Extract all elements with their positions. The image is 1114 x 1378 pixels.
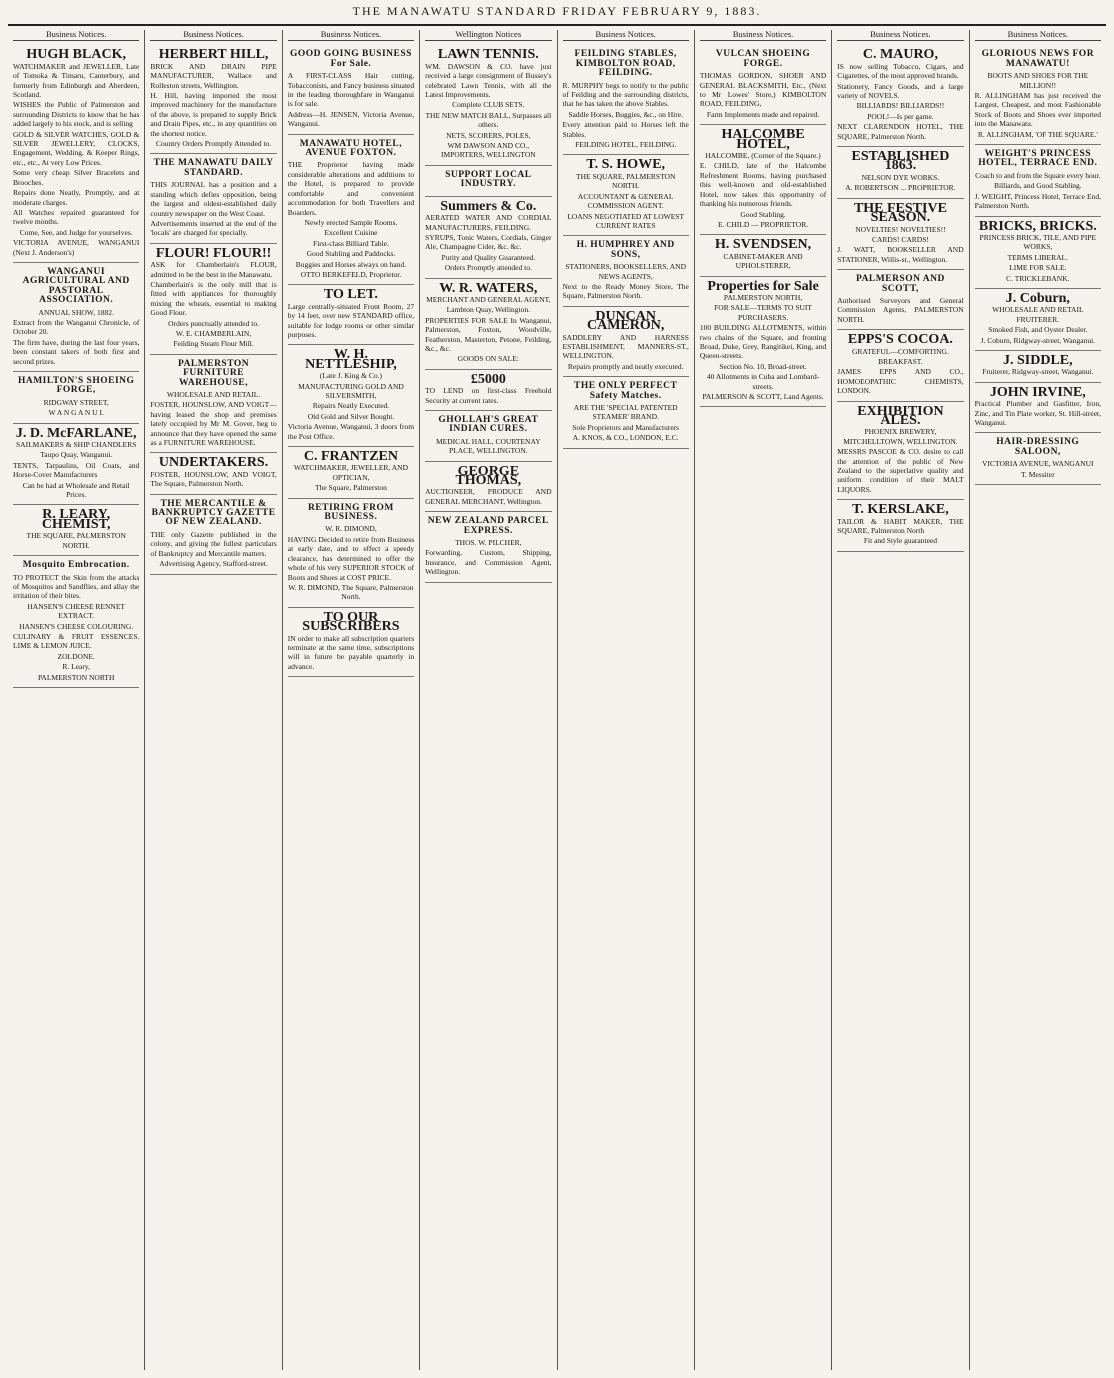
advertisement-title: C. MAURO,	[862, 47, 938, 63]
advertisement	[975, 383, 1101, 434]
advertisement-title: H. SVENDSEN,	[715, 237, 812, 253]
advertisement-title: H. HUMPHREY AND SONS,	[576, 240, 675, 260]
advertisement	[425, 197, 551, 279]
advertisement-line: WISHES the Public of Palmerston and surrounding Districts to know that he has added largely to his stock, and is selling	[13, 100, 140, 129]
advertisement-line: PALMERSON & SCOTT, Land Agents.	[702, 392, 824, 401]
advertisement	[563, 236, 689, 306]
advertisement	[13, 45, 139, 263]
advertisement-title: HERBERT HILL,	[158, 47, 269, 63]
advertisement-line: GOODS ON SALE:	[457, 354, 519, 364]
advertisement-line: Orders Promptly attended to.	[444, 263, 532, 273]
advertisement	[13, 372, 139, 424]
advertisement	[837, 402, 963, 501]
advertisement-title: FEILDING STABLES, KIMBOLTON ROAD, FEILDING.	[574, 49, 677, 79]
advertisement-line: POOL!—Is per game.	[867, 111, 934, 121]
advertisement-line: R. Leary,	[62, 662, 90, 672]
advertisement	[563, 45, 689, 155]
advertisement-title: TO OUR SUBSCRIBERS	[302, 609, 400, 635]
advertisement-title: R. LEARY, CHEMIST,	[41, 507, 111, 532]
advertisement-line: FOSTER, HOUNSLOW, AND VOIGT—having leased the shop and premises lately occupied by Mr M. Gover, beg to announce that they have opened the same as a FURNITURE WAREHOUSE.	[150, 400, 277, 448]
advertisement-line: Repairs Neatly Executed.	[312, 401, 390, 411]
advertisement-title: DUNCAN CAMERON,	[586, 308, 665, 334]
advertisement-line: H. Hill, having imported the most improved machinery for the manufacture of the above, is prepared to supply Brick and Drain Pipes, etc., in any quantities on the shortest notice.	[150, 91, 277, 138]
advertisement-line: Extract from the Wanganui Chronicle, of October 20.	[13, 317, 140, 337]
advertisement	[975, 433, 1101, 485]
advertisement-line: Stationery, Fancy Goods, and a large variety of NOVELS.	[837, 81, 964, 101]
advertisement-line: THOS. W. PILCHER,	[455, 538, 522, 548]
advertisement-line: W. E. CHAMBERLAIN,	[175, 328, 252, 338]
advertisement-line: Repairs promptly and neatly executed.	[567, 361, 684, 371]
advertisement-line: PROPERTIES FOR SALE In Wanganui, Palmerston, Foxton, Woodville, Featherston, Masterton, Petone, Feilding, &c., &c.	[425, 315, 552, 353]
advertisement-title: Properties for Sale	[707, 278, 819, 294]
advertisement-title: W. H. NETTLESHIP,	[305, 347, 397, 372]
newspaper-column-2	[145, 30, 282, 1370]
advertisement-title: THE MERCANTILE & BANKRUPTCY GAZETTE OF NEW ZEALAND.	[151, 498, 276, 528]
advertisement-title: WANGANUI AGRICULTURAL AND PASTORAL ASSOCIATION.	[22, 266, 130, 306]
advertisement-title: HAMILTON'S SHOEING FORGE,	[17, 376, 135, 396]
advertisement-line: C. TRICKLEBANK.	[1006, 273, 1070, 283]
advertisement-title: T. KERSLAKE,	[852, 502, 949, 518]
advertisement-line: FEILDING HOTEL, FEILDING.	[575, 140, 677, 150]
advertisement-line: SAILMAKERS & SHIP CHANDLERS	[16, 440, 137, 450]
advertisement-line: THE only Gazette published in the colony, and giving the fullest particulars of Bankruptcy and Mercantile matters.	[150, 529, 277, 558]
advertisement	[425, 411, 551, 462]
advertisement-title: J. D. McFARLANE,	[15, 425, 137, 441]
advertisement	[425, 166, 551, 197]
advertisement-line: Fit and Style guaranteed	[863, 536, 937, 546]
advertisement-line: Chamberlain's is the only mill that is fitted with appliances for thoroughly mixing the wheats, essential to making Good Flour.	[150, 279, 277, 318]
advertisement-line: E. CHILD, late of the Halcombe Refreshment Rooms, having purchased this well-known and old-established Hotel, now takes this opportunity of thanking his numerous friends.	[699, 161, 827, 209]
advertisement-line: OTTO BERKEFELD, Proprietor.	[300, 269, 402, 279]
newspaper-masthead: THE MANAWATU STANDARD FRIDAY FEBRUARY 9, 1883.	[352, 4, 762, 18]
advertisement-line: THE Proprietor having made considerable alterations and additions to the Hotel, is prepared to provide comfortable and convenient accommodation for both Travellers and Boarders.	[287, 160, 415, 217]
advertisement-line: Section No. 10, Broad-street.	[719, 361, 807, 371]
advertisement-line: MANUFACTURING GOLD AND SILVERSMITH,	[298, 381, 404, 400]
advertisement-line: HANSEN'S CHEESE RENNET EXTRACT.	[27, 601, 125, 621]
advertisement-line: BILLIARDS! BILLIARDS!!	[856, 101, 945, 111]
advertisement-line: Complete CLUB SETS.	[452, 100, 525, 110]
advertisement-line: VICTORIA AVENUE, WANGANUI (Next J. Anderson's)	[13, 238, 140, 257]
advertisement-line: Fruiterer, Ridgway-street, Wanganui.	[982, 367, 1094, 377]
advertisement	[425, 45, 551, 165]
advertisement-line: Every attention paid to Horses left the Stables.	[562, 120, 689, 139]
advertisement-line: GRATEFUL—COMFORTING.	[852, 346, 949, 356]
advertisement	[425, 370, 551, 411]
advertisement-title: Summers & Co.	[440, 198, 537, 214]
masthead-rule	[8, 24, 1106, 26]
advertisement-line: Feilding Steam Flour Mill.	[173, 339, 254, 349]
advertisement-title: LAWN TENNIS.	[437, 47, 539, 63]
advertisement-line: The Square, Palmerston	[315, 483, 387, 493]
advertisement-line: Practical Plumber and Gasfitter, Iron, Zinc, and Tin Plate worker, St. Hill-street, Wanganui.	[974, 399, 1101, 427]
columns-area	[8, 30, 1106, 1370]
advertisement-line: J. Coburn, Ridgway-street, Wanganui.	[980, 335, 1096, 345]
advertisement-line: Address—H. JENSEN, Victoria Avenue, Wanganui.	[287, 109, 415, 129]
advertisement	[700, 235, 826, 276]
advertisement-line: WATCHMAKER, JEWELLER, AND OPTICIAN,	[293, 463, 409, 482]
advertisement-line: WM. DAWSON & CO. have just received a large consignment of Bussey's celebrated Lawn Tennis, with all the Latest Improvements.	[425, 61, 552, 100]
advertisement-title: C. FRANTZEN	[303, 449, 398, 465]
advertisement-title: THE MANAWATU DAILY STANDARD.	[153, 158, 274, 178]
advertisement-line: STATIONERS, BOOKSELLERS, AND NEWS AGENTS,	[565, 262, 687, 281]
advertisement-line: Come, See, and Judge for yourselves.	[19, 227, 133, 237]
advertisement	[837, 199, 963, 270]
advertisement	[13, 263, 139, 372]
advertisement	[425, 512, 551, 582]
column-heading: Business Notices.	[837, 30, 963, 41]
advertisement-line: PHOENIX BREWERY, MITCHELLTOWN, WELLINGTON.	[843, 427, 958, 446]
advertisement-line: WATCHMAKER and JEWELLER, Late of Tomoka & Timaru, Canterbury, and formerly from Edinburgh and Aberdeen, Scotland.	[13, 61, 140, 100]
advertisement	[837, 147, 963, 199]
advertisement-line: Victoria Avenue, Wanganui, 3 doors from the Post Office.	[287, 422, 415, 441]
advertisement-title: W. R. WATERS,	[439, 280, 538, 296]
advertisement-line: PALMERSTON NORTH	[37, 672, 115, 682]
advertisement-title: Mosquito Embrocation.	[22, 560, 130, 571]
advertisement-line: ANNUAL SHOW, 1882.	[38, 307, 114, 317]
advertisement-title: J. Coburn,	[1005, 290, 1070, 306]
advertisement-line: BRICK AND DRAIN PIPE MANUFACTURER, Wallace and Rolleston streets, Wellington.	[150, 61, 277, 90]
advertisement-line: TO LEND on first-class Freehold Security at current rates.	[425, 386, 552, 405]
advertisement	[837, 45, 963, 147]
advertisement-line: Repairs done Neatly, Promptly, and at moderate charges.	[13, 188, 140, 207]
column-heading: Business Notices.	[700, 30, 826, 41]
advertisement-line: WM DAWSON AND CO., IMPORTERS, WELLINGTON	[440, 141, 536, 160]
advertisement-line: PRINCESS BRICK, TILE, AND PIPE WORKS,	[979, 232, 1097, 252]
advertisement-line: PALMERSTON NORTH,	[723, 292, 803, 302]
advertisement	[288, 499, 414, 608]
advertisement-line: E. CHILD — PROPRIETOR.	[718, 219, 809, 229]
advertisement-line: Good Stabling.	[740, 209, 786, 219]
advertisement-title: THE ONLY PERFECT Safety Matches.	[574, 381, 678, 401]
advertisement-line: BOOTS AND SHOES FOR THE MILLION!!	[987, 71, 1089, 90]
advertisement-title: FLOUR! FLOUR!!	[155, 245, 272, 261]
advertisement-title: HAIR-DRESSING SALOON,	[996, 437, 1080, 457]
advertisement-line: NEXT CLARENDON HOTEL, THE SQUARE, Palmerston North.	[837, 122, 964, 141]
advertisement	[150, 154, 276, 243]
advertisement-line: HAVING Decided to retire from Business at early date, and to effect a speedy clearance, has determined to offer the whole of his very SUPERIOR STOCK of Boots and Shoes at COST PRICE.	[287, 534, 415, 582]
advertisement-line: Buggies and Horses always on hand.	[295, 259, 407, 269]
advertisement-line: FOSTER, HOUNSLOW, AND VOIGT, The Square, Palmerston North.	[150, 469, 277, 489]
advertisement-line: Authorised Surveyors and General Commission Agents, PALMERSTON NORTH.	[837, 295, 964, 324]
advertisement-title: T. S. HOWE,	[586, 157, 666, 173]
advertisement-line: SYRUPS, Tonic Waters, Cordials, Ginger Ale, Champagne Cider, &c. &c.	[425, 232, 552, 252]
column-heading: Business Notices.	[13, 30, 139, 41]
advertisement-line: CARDS! CARDS!	[871, 234, 929, 244]
advertisement	[13, 505, 139, 556]
advertisement-line: SADDLERY AND HARNESS ESTABLISHMENT, MANNERS-ST., WELLINGTON.	[562, 332, 689, 361]
advertisement-line: Purity and Quality Guaranteed.	[441, 252, 536, 262]
advertisement-line: CABINET-MAKER AND UPHOLSTERER,	[723, 251, 803, 271]
advertisement-line: R. ALLINGHAM, 'OF THE SQUARE.'	[977, 129, 1098, 139]
advertisement-title: SUPPORT LOCAL INDUSTRY.	[445, 169, 532, 190]
advertisement-title: JOHN IRVINE,	[989, 384, 1086, 400]
column-heading: Wellington Notices	[425, 30, 551, 41]
advertisement-line: 40 Allotments in Cuba and Lombard-streets.	[706, 372, 820, 391]
advertisement-line: A FIRST-CLASS Hair cutting, Tobacconists, and Fancy business situated in the leading thoroughfare in Wanganui is for sale.	[287, 71, 415, 109]
advertisement	[288, 285, 414, 345]
advertisement-title: GOOD GOING BUSINESS For Sale.	[289, 49, 412, 69]
newspaper-column-1	[8, 30, 145, 1370]
newspaper-column-3	[283, 30, 420, 1370]
advertisement-title: MANAWATU HOTEL, AVENUE FOXTON.	[299, 138, 403, 159]
advertisement	[288, 447, 414, 499]
advertisement-line: HANSEN'S CHEESE COLOURING.	[19, 621, 134, 631]
column-heading: Business Notices.	[150, 30, 276, 41]
advertisement-line: ASK for Chamberlain's FLOUR, admitted to be the best in the Manawatu.	[150, 260, 277, 279]
advertisement-line: THOMAS GORDON, SHOER AND GENERAL BLACKSMITH, Etc., (Next to Mr Lowes' Store,) KIMBOLTON ROAD, FEILDING,	[699, 71, 827, 109]
advertisement	[837, 270, 963, 330]
advertisement-title: GHOLLAH'S GREAT INDIAN CURES.	[438, 415, 539, 435]
advertisement-line: W. R. DIMOND,	[325, 524, 377, 534]
advertisement-line: Forwarding, Custom, Shipping, Insurance, and Commission Agent, Wellington.	[425, 548, 552, 577]
advertisement	[700, 125, 826, 235]
advertisement-line: 100 BUILDING ALLOTMENTS, within two chains of the Square, and fronting Broad, Duke, Grey, Rangitikei, King, and Queen-streets.	[699, 323, 827, 361]
newspaper-column-7	[832, 30, 969, 1370]
advertisement-title: UNDERTAKERS.	[158, 455, 269, 471]
advertisement-line: The firm have, during the last four years, been constant takers of both first and second prizes.	[13, 337, 140, 366]
advertisement	[288, 608, 414, 677]
advertisement-line: NETS, SCORERS, POLES,	[446, 130, 531, 140]
advertisement-line: TO PROTECT the Skin from the attacks of Mosquitos and Sandflies, and allay the irritation of their bites.	[13, 572, 140, 601]
advertisement-line: All Watches repaired guaranteed for twelve months.	[13, 207, 140, 227]
advertisement-title: ESTABLISHED 1863.	[851, 149, 950, 174]
advertisement-line: IS now selling Tobacco, Cigars, and Cigarettes, of the most approved brands.	[837, 61, 964, 81]
advertisement-title: RETIRING FROM BUSINESS.	[307, 502, 394, 523]
advertisement-line: Billiards, and Good Stabling.	[993, 181, 1082, 191]
advertisement	[837, 330, 963, 401]
advertisement	[700, 277, 826, 408]
column-heading: Business Notices.	[288, 30, 414, 41]
advertisement-title: J. SIDDLE,	[1002, 352, 1073, 368]
advertisement	[975, 217, 1101, 289]
advertisement	[150, 45, 276, 154]
advertisement-line: Some very cheap Silver Bracelets and Brooches.	[13, 168, 140, 187]
advertisement-line: Lambton Quay, Wellington.	[446, 305, 530, 315]
advertisement-line: Advertisements inserted at the end of the 'locals' are charged for specially.	[150, 218, 277, 238]
advertisement-line: ZOLDONE.	[57, 651, 95, 661]
advertisement-line: W A N G A N U I.	[48, 408, 104, 418]
advertisement-title: GEORGE THOMAS,	[455, 463, 522, 489]
advertisement	[837, 500, 963, 552]
advertisement-line: A. KNOS, & CO., LONDON, E.C.	[572, 433, 679, 443]
advertisement-line: NELSON DYE WORKS.	[861, 172, 940, 182]
advertisement-line: Old Gold and Silver Bought.	[307, 411, 395, 421]
advertisement-line: NOVELTIES! NOVELTIES!!	[855, 224, 946, 234]
advertisement	[150, 355, 276, 454]
advertisement	[425, 279, 551, 370]
advertisement-line: HALCOMBE, (Corner of the Square.)	[705, 151, 821, 161]
advertisement	[563, 377, 689, 448]
advertisement	[975, 145, 1101, 216]
advertisement	[975, 351, 1101, 383]
advertisement-line: GOLD & SILVER WATCHES, GOLD & SILVER JEWELLERY, CLOCKS, Engagement, Wedding, & Keeper Rings, etc., etc., At very Low Prices.	[13, 129, 140, 167]
newspaper-column-4	[420, 30, 557, 1370]
column-heading: Business Notices.	[563, 30, 689, 41]
advertisement-line: THE SQUARE, PALMERSTON NORTH.	[575, 171, 676, 191]
advertisement-title: TO LET.	[323, 287, 378, 303]
advertisement	[288, 135, 414, 286]
advertisement-title: £5000	[470, 371, 506, 387]
advertisement-line: J. WATT, BOOKSELLER AND STATIONER, Willis-st., Wellington.	[837, 245, 964, 264]
advertisement-title: THE FESTIVE SEASON.	[853, 200, 947, 226]
advertisement-line: Taupo Quay, Wanganui.	[40, 450, 113, 460]
advertisement-line: TENTS, Tarpaulins, Oil Coats, and Horse-Cover Manufacturers	[13, 460, 140, 480]
advertisement-title: HALCOMBE HOTEL,	[721, 127, 805, 152]
advertisement-title: PALMERSTON FURNITURE WAREHOUSE,	[177, 358, 250, 388]
advertisement-line: First-class Billiard Table.	[313, 238, 389, 248]
advertisement-line: Next to the Ready Money Store, The Square, Palmerston North.	[562, 281, 689, 301]
advertisement-line: Smoked Fish, and Oyster Dealer.	[988, 325, 1088, 335]
advertisement-line: Advertising Agency, Stafford-street.	[159, 559, 268, 569]
advertisement-line: CULINARY & FRUIT ESSENCES. LIME & LEMON JUICE.	[13, 631, 140, 651]
advertisement-line: IN order to make all subscription quarters terminate at the same time, subscriptions will in future be payable quarterly in advance.	[287, 633, 415, 671]
advertisement	[700, 45, 826, 125]
advertisement-line: MEDICAL HALL, COURTENAY PLACE, WELLINGTON.	[436, 436, 541, 456]
advertisement	[563, 155, 689, 236]
advertisement	[975, 289, 1101, 351]
advertisement-title: BRICKS, BRICKS.	[978, 218, 1097, 234]
advertisement-line: (Late J. King & Co.)	[319, 371, 382, 381]
advertisement-line: Saddle Horses, Buggies, &c., on Hire.	[568, 109, 683, 119]
advertisement	[288, 45, 414, 134]
advertisement-line: AERATED WATER AND CORDIAL MANUFACTURERS, FEILDING.	[425, 213, 552, 232]
advertisement	[13, 556, 139, 688]
advertisement-line: LIME FOR SALE.	[1009, 263, 1067, 273]
advertisement	[288, 345, 414, 447]
advertisement-line: FOR SALE—TERMS TO SUIT PURCHASERS.	[714, 303, 812, 322]
advertisement-title: WEIGHT'S PRINCESS HOTEL, TERRACE END.	[978, 149, 1098, 169]
advertisement-line: A. ROBERTSON ... PROPRIETOR.	[845, 183, 956, 193]
advertisement-title: EXHIBITION ALES.	[857, 403, 944, 428]
advertisement	[425, 462, 551, 513]
advertisement-line: ACCOUNTANT & GENERAL COMMISSION AGENT.	[577, 191, 674, 211]
advertisement-line: Good Stabling and Paddocks.	[306, 249, 396, 259]
advertisement-line: AUCTIONEER, PRODUCE AND GENERAL MERCHANT, Wellington.	[425, 487, 552, 506]
advertisement-line: ARE THE 'SPECIAL PATENTED STEAMER' BRAND.	[573, 403, 678, 422]
advertisement-line: Sole Proprietors and Manufacturers	[572, 422, 680, 432]
advertisement-line: MESSRS PASCOE & CO. desire to call the attention of the public of New Zealand to the superlative quality and uniform condition of their MALT LIQUORS.	[837, 447, 964, 494]
advertisement-line: TERMS LIBERAL.	[1007, 252, 1069, 262]
advertisement-title: GLORIOUS NEWS FOR MANAWATU!	[981, 49, 1095, 69]
advertisement	[563, 307, 689, 377]
advertisement-line: RIDGWAY STREET,	[43, 397, 109, 407]
advertisement-line: LOANS NEGOTIATED AT LOWEST CURRENT RATES	[567, 211, 685, 230]
advertisement-line: THE SQUARE, PALMERSTON NORTH.	[26, 531, 126, 550]
advertisement-line: JAMES EPPS AND CO., HOMOEOPATHIC CHEMISTS, LONDON.	[837, 367, 964, 396]
advertisement-line: Orders punctually attended to.	[168, 318, 259, 328]
advertisement-title: NEW ZEALAND PARCEL EXPRESS.	[427, 516, 549, 536]
advertisement-line: WHOLESALE AND RETAIL FRUITERER.	[992, 305, 1084, 324]
advertisement-line: Coach to and from the Square every hour.	[975, 170, 1101, 180]
advertisement-line: BREAKFAST.	[878, 356, 923, 366]
advertisement-line: R. MURPHY begs to notify to the public of Feilding and the surrounding districts, that he has taken the above Stables.	[562, 80, 689, 109]
advertisement	[975, 45, 1101, 145]
advertisement	[150, 495, 276, 575]
column-heading: Business Notices.	[975, 30, 1101, 41]
advertisement-line: Excellent Cuisine	[324, 228, 378, 238]
advertisement-line: Large centrally-situated Front Room, 27 by 14 feet, over new STANDARD office, suitable for lodge rooms or other similar purposes.	[287, 301, 415, 339]
advertisement-line: Newly erected Sample Rooms.	[304, 217, 398, 227]
advertisement-line: Farm Implements made and repaired.	[706, 109, 820, 119]
advertisement-line: T. Messiter	[1021, 469, 1055, 479]
advertisement-line: W. R. DIMOND, The Square, Palmerston North.	[288, 582, 414, 602]
advertisement	[150, 453, 276, 494]
advertisement-title: VULCAN SHOEING FORGE.	[715, 49, 811, 69]
newspaper-column-5	[558, 30, 695, 1370]
advertisement-line: R. ALLINGHAM has just received the Largest, Cheapest, and most Fashionable Stock of Boots and Shoes ever imported into the Manawatu.	[974, 91, 1101, 129]
advertisement-line: VICTORIA AVENUE, WANGANUI	[982, 459, 1094, 469]
advertisement-title: HUGH BLACK,	[26, 47, 126, 63]
advertisement-line: Country Orders Promptly Attended to.	[155, 139, 272, 149]
advertisement-line: THIS JOURNAL has a position and a standing which defies opposition, being the largest and oldest-established daily country newspaper on the West Coast.	[150, 180, 277, 218]
advertisement-title: EPPS'S COCOA.	[847, 332, 953, 348]
newspaper-column-6	[695, 30, 832, 1370]
newspaper-column-8	[970, 30, 1106, 1370]
advertisement	[13, 424, 139, 506]
advertisement-line: TAILOR & HABIT MAKER, THE SQUARE, Palmerston North	[837, 516, 964, 536]
advertisement-line: J. WEIGHT, Princess Hotel, Terrace End, Palmerston North.	[974, 191, 1101, 211]
advertisement-line: THE NEW MATCH BALL, Surpasses all others.	[425, 110, 552, 130]
advertisement	[150, 244, 276, 355]
advertisement-title: PALMERSON AND SCOTT,	[855, 274, 945, 294]
advertisement-line: WHOLESALE AND RETAIL.	[166, 390, 261, 399]
advertisement-line: MERCHANT AND GENERAL AGENT,	[426, 294, 551, 304]
advertisement-line: Can be had at Wholesale and Retail Prices.	[22, 480, 130, 500]
